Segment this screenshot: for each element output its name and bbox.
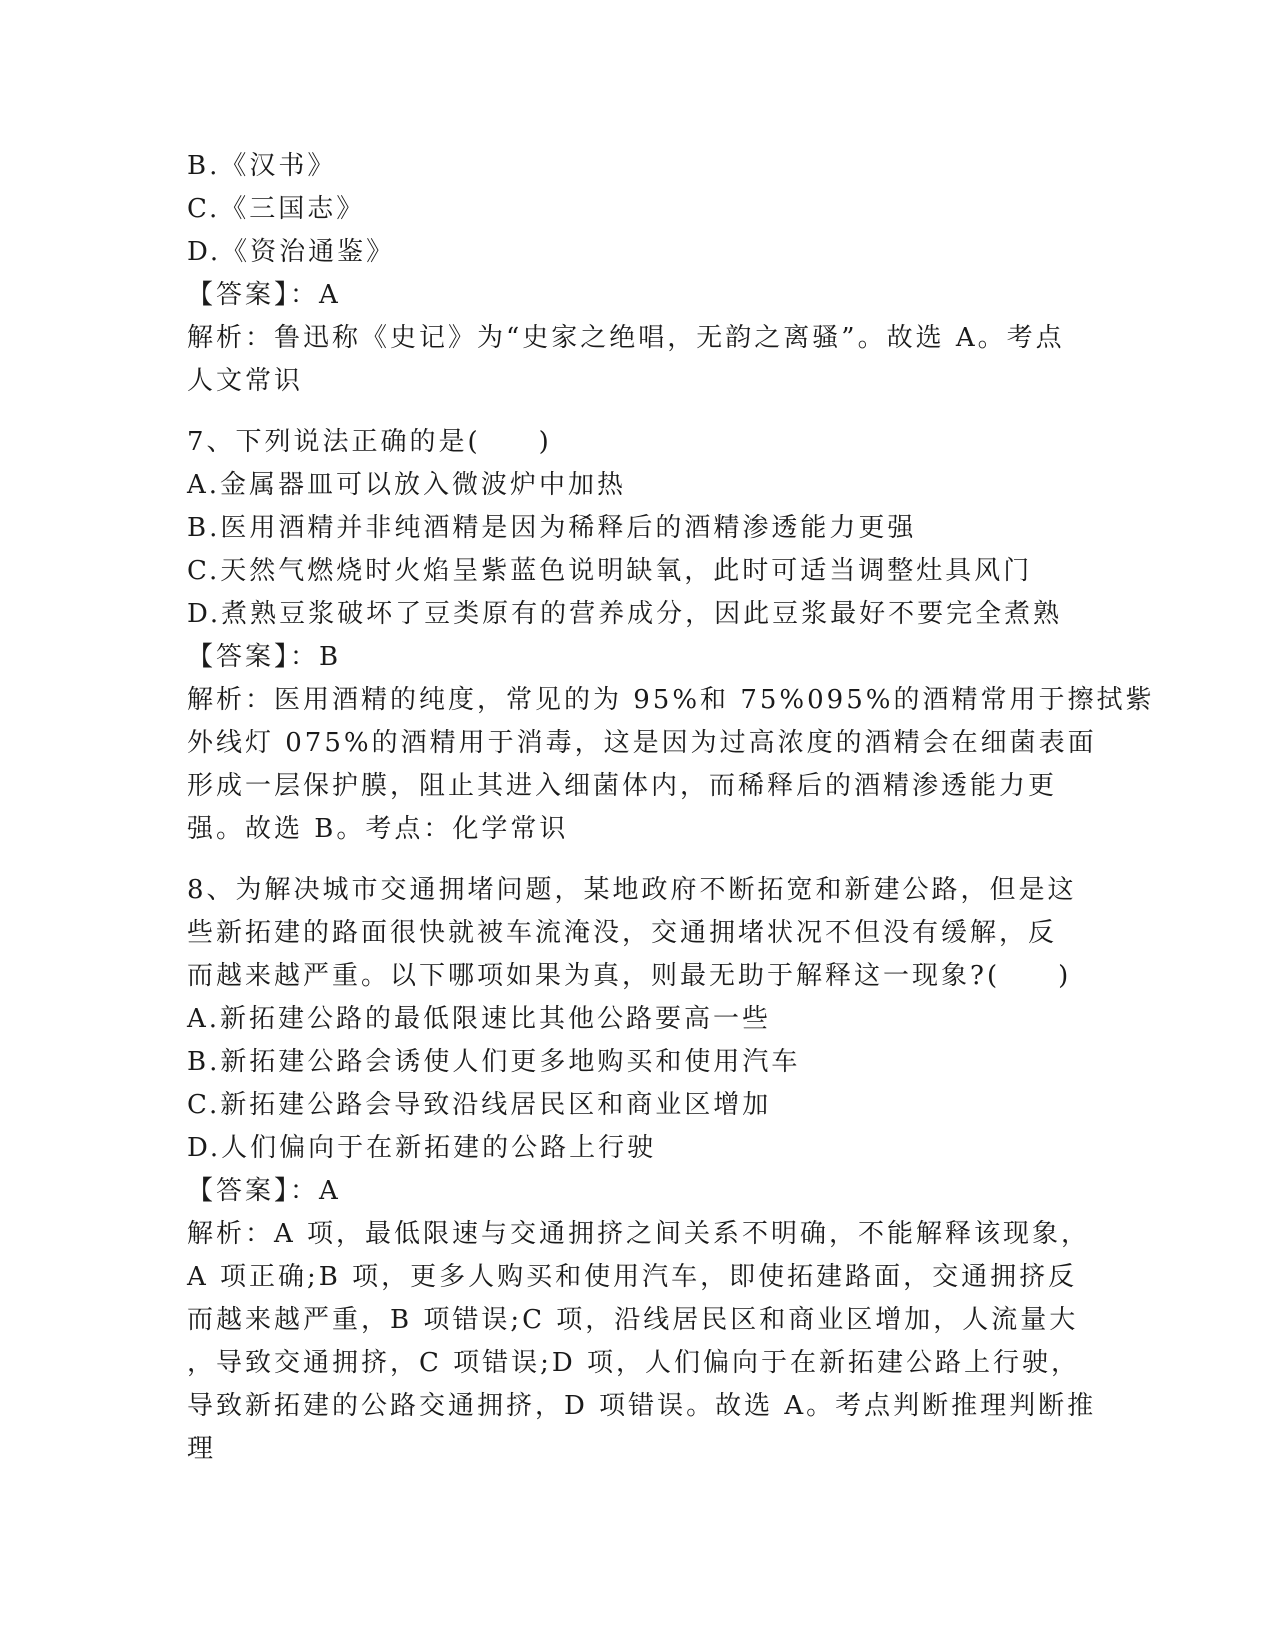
q7-option-a: A.金属器皿可以放入微波炉中加热	[187, 470, 627, 500]
q7-option-c: C.天然气燃烧时火焰呈紫蓝色说明缺氧，此时可适当调整灶具风门	[187, 556, 1033, 586]
q7-analysis-line: 外线灯 075%的酒精用于消毒，这是因为过高浓度的酒精会在细菌表面	[187, 728, 1097, 758]
q7-analysis-line: 强。故选 B。考点：化学常识	[187, 814, 569, 844]
q8-analysis-line: 理	[187, 1434, 217, 1464]
q7-option-b: B.医用酒精并非纯酒精是因为稀释后的酒精渗透能力更强	[187, 513, 917, 543]
q8-analysis-line: 解析：A 项，最低限速与交通拥挤之间关系不明确，不能解释该现象，	[187, 1219, 1091, 1249]
q8-question-line: 些新拓建的路面很快就被车流淹没，交通拥堵状况不但没有缓解，反	[187, 918, 1058, 948]
q8-answer: 【答案】：A	[187, 1176, 341, 1206]
q7-analysis-line: 解析：医用酒精的纯度，常见的为 95%和 75%095%的酒精常用于擦拭紫	[187, 685, 1155, 715]
q8-option-d: D.人们偏向于在新拓建的公路上行驶	[187, 1133, 657, 1163]
q6-option-b: B.《汉书》	[187, 151, 337, 181]
document-page	[187, 145, 1155, 1471]
q6-option-c: C.《三国志》	[187, 194, 366, 224]
q8-question-line: 8、为解决城市交通拥堵问题，某地政府不断拓宽和新建公路，但是这	[187, 875, 1077, 905]
q8-analysis-line: 而越来越严重，B 项错误;C 项，沿线居民区和商业区增加，人流量大	[187, 1305, 1079, 1335]
q8-analysis-line: ，导致交通拥挤，C 项错误;D 项，人们偏向于在新拓建公路上行驶，	[187, 1348, 1081, 1378]
q8-option-c: C.新拓建公路会导致沿线居民区和商业区增加	[187, 1090, 772, 1120]
q7-question: 7、下列说法正确的是( )	[187, 427, 552, 457]
q8-option-a: A.新拓建公路的最低限速比其他公路要高一些	[187, 1004, 772, 1034]
q8-question-line: 而越来越严重。以下哪项如果为真，则最无助于解释这一现象?( )	[187, 961, 1072, 991]
q7-analysis-line: 形成一层保护膜，阻止其进入细菌体内，而稀释后的酒精渗透能力更	[187, 771, 1058, 801]
q6-option-d: D.《资治通鉴》	[187, 237, 396, 267]
q7-option-d: D.煮熟豆浆破坏了豆类原有的营养成分，因此豆浆最好不要完全煮熟	[187, 599, 1063, 629]
q8-option-b: B.新拓建公路会诱使人们更多地购买和使用汽车	[187, 1047, 801, 1077]
q6-answer: 【答案】：A	[187, 280, 341, 310]
q6-analysis-line: 解析：鲁迅称《史记》为“史家之绝唱，无韵之离骚”。故选 A。考点	[187, 323, 1065, 353]
q8-analysis-line: A 项正确;B 项，更多人购买和使用汽车，即使拓建路面，交通拥挤反	[187, 1262, 1078, 1292]
q7-answer: 【答案】：B	[187, 642, 342, 672]
q8-analysis-line: 导致新拓建的公路交通拥挤，D 项错误。故选 A。考点判断推理判断推	[187, 1391, 1097, 1421]
q6-analysis-line: 人文常识	[187, 366, 304, 396]
